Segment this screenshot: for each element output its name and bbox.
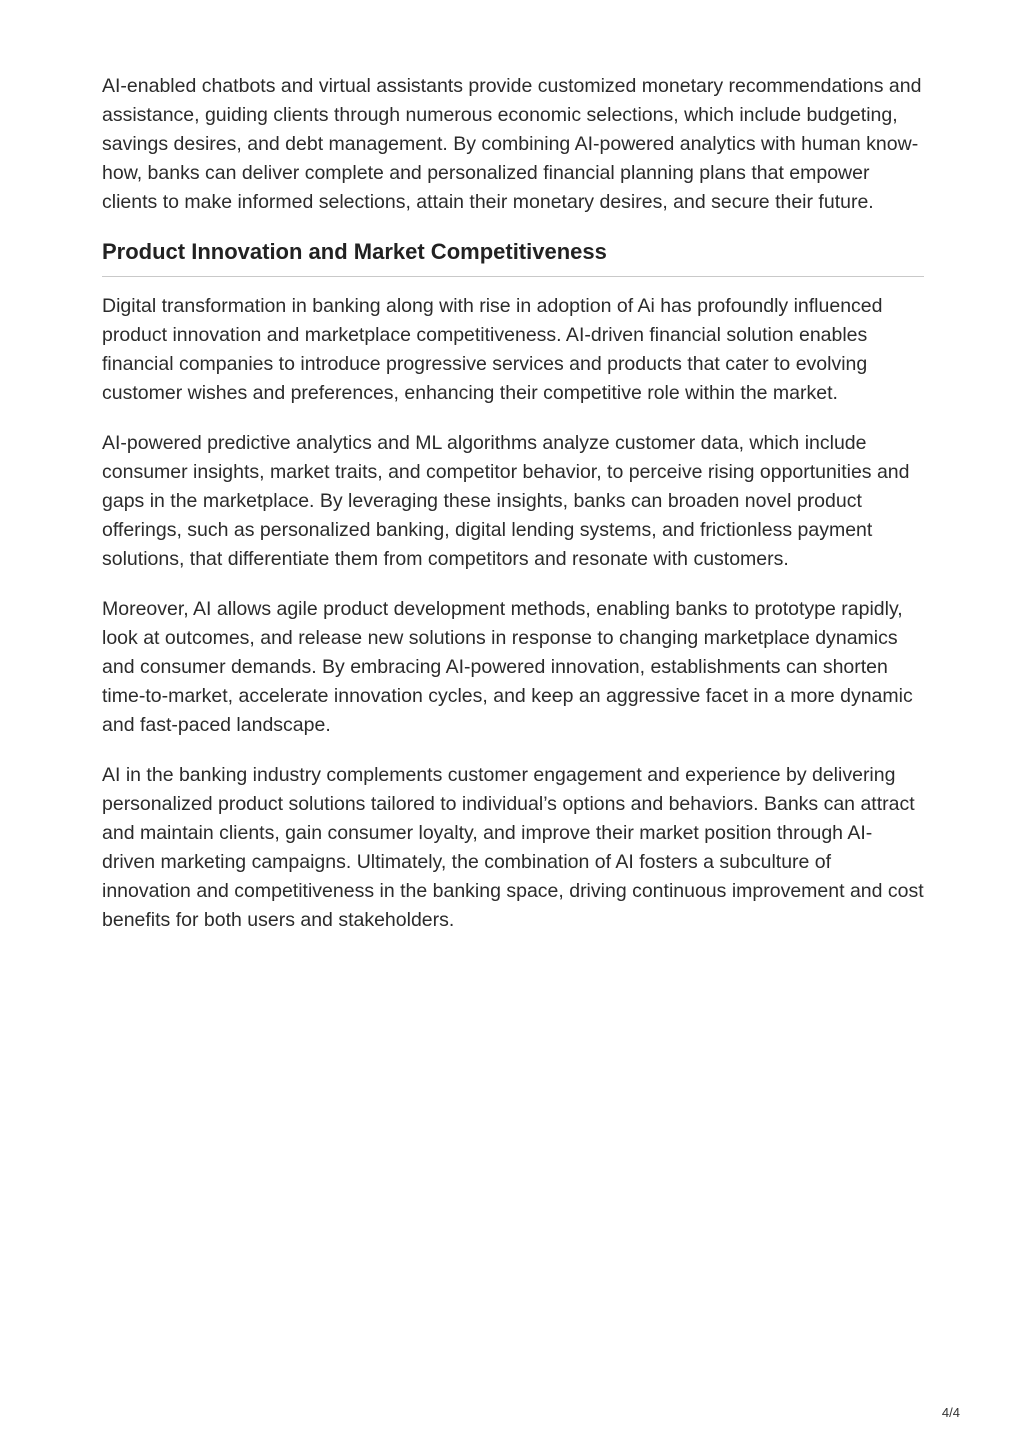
section-heading: Product Innovation and Market Competitiveness: [102, 239, 607, 264]
section-paragraph-4: AI in the banking industry complements customer engagement and experience by delivering personalized product solutions tailored to individual’s options and behaviors. Banks can attract and maintain clients, gain consumer loyalty, and improve their market position through AI-driven marketing campaigns. Ultimately, the combination of AI fosters a subculture of innovation and competitiveness in the banking space, driving continuous improvement and cost benefits for both users and stakeholders.: [102, 764, 924, 931]
page-number: 4/4: [941, 1405, 960, 1420]
intro-paragraph: AI-enabled chatbots and virtual assistants provide customized monetary recommendations and assistance, guiding clients through numerous economic selections, which include budgeting, savings desires, and debt management. By combining AI-powered analytics with human know-how, banks can deliver complete and personalized financial planning plans that empower clients to make informed selections, attain their monetary desires, and secure their future.: [102, 75, 922, 213]
section-paragraph-3: Moreover, AI allows agile product development methods, enabling banks to prototype rapidly, look at outcomes, and release new solutions in response to changing marketplace dynamics and consumer demands. By embracing AI-powered innovation, establishments can shorten time-to-market, accelerate innovation cycles, and keep an aggressive facet in a more dynamic and fast-paced landscape.: [102, 598, 913, 736]
section-paragraph-1: Digital transformation in banking along with rise in adoption of Ai has profoundly influenced product innovation and marketplace competitiveness. AI-driven financial solution enables financial companies to introduce progressive services and products that cater to evolving customer wishes and preferences, enhancing their competitive role within the market.: [102, 295, 883, 404]
heading-divider: [102, 276, 924, 277]
section-paragraph-2: AI-powered predictive analytics and ML algorithms analyze customer data, which include consumer insights, market traits, and competitor behavior, to perceive rising opportunities and gaps in the marketplace. By leveraging these insights, banks can broaden novel product offerings, such as personalized banking, digital lending systems, and frictionless payment solutions, that differentiate them from competitors and resonate with customers.: [102, 432, 910, 570]
document-page: [102, 72, 924, 956]
section-heading-block: [102, 238, 924, 277]
